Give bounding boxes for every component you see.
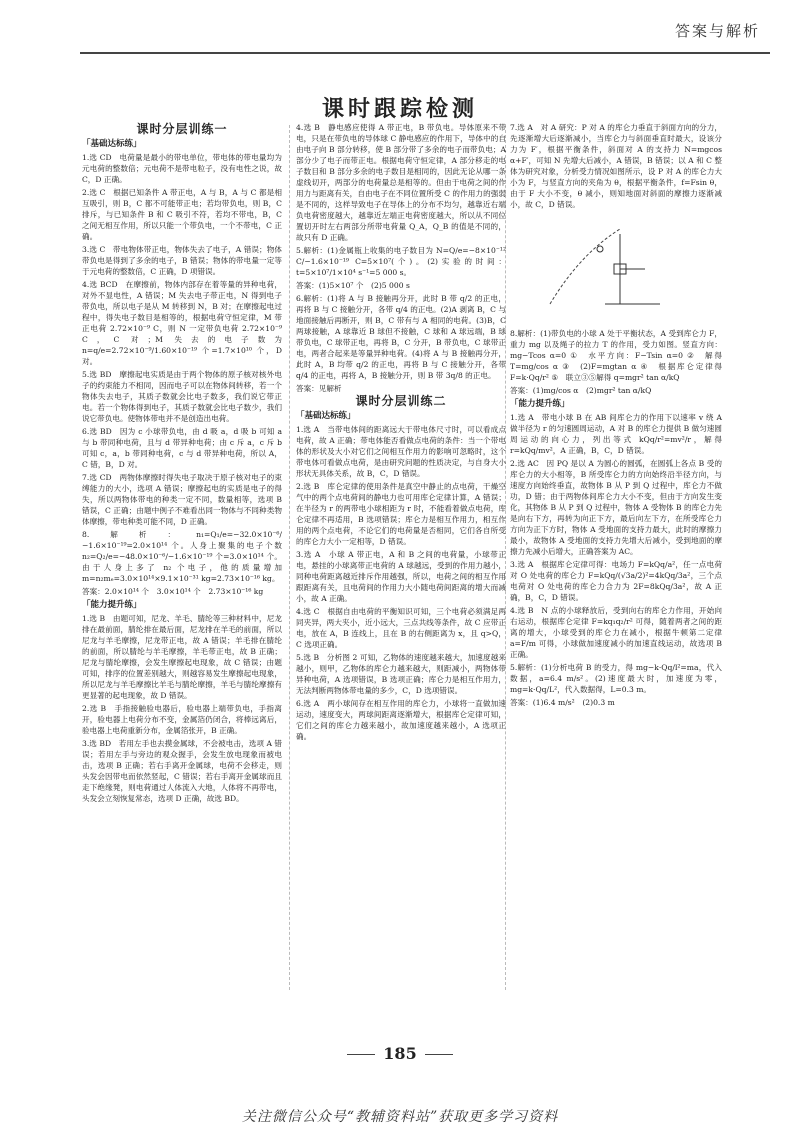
page-number-text: 185 xyxy=(383,1044,417,1063)
answer-item: 1.选 B 由题可知，尼龙、羊毛、腈纶等三种材料中，尼龙排在最前面，腈纶排在最后面，尼龙排在羊毛的前面，所以尼龙与羊毛摩擦，尼龙带正电，故 A 错误；羊毛排在腈纶的前面，所以腈纶与羊毛摩擦，羊毛带正电，故 B 正确；尼龙与腈纶摩擦，会发生摩擦起电现象，故 C 错误；由题可知，排序的位置差别越大，则越容易发生摩擦起电现象，所以尼龙与羊毛摩擦比羊毛与腈纶摩擦，羊毛与腈纶摩擦有更显著的起电现象，故 D 错误。 xyxy=(82,614,282,700)
column-divider-1 xyxy=(289,125,290,990)
answer-item: 8.解析：n₁=Q₁/e=−32.0×10⁻⁶/−1.6×10⁻¹⁹=2.0×10¹⁴ 个。人身上聚集的电子个数 n₂=Q₂/e=−48.0×10⁻⁶/−1.6×10⁻¹⁹ 个=3.0×10¹⁴ 个。由于人身上多了 n₂ 个电子，他的质量增加 m=n₂mₑ=3.0×10¹⁴×9.1×10⁻³¹ kg=2.73×10⁻¹⁶ kg。 xyxy=(82,530,282,583)
answer-item: 1.选 A 带电小球 B 在 AB 间库仑力的作用下以速率 v 绕 A 做半径为 r 的匀速圆周运动，A 对 B 的库仑力提供 B 做匀速圆周运动的向心力，列出等式 kQq/r²=mv²/r，解得 r=kQq/mv²，A 正确，B，C，D 错误。 xyxy=(510,413,722,455)
answer-item: 8.解析：(1)带负电的小球 A 处于平衡状态，A 受到库仑力 F，重力 mg 以及绳子的拉力 T 的作用，受力如图。竖直方向：mg−Tcos α=0 ① 水平方向：F−Tsin α=0 ② 解得 T=mg/cos α ③ (2)F=mgtan α ④ 根据库仑定律得 F=k·Qq/r² ⑤ 联立③⑤解得 q=mgr² tan α/kQ xyxy=(510,329,722,382)
answer-item: 2.选 AC 因 PQ 是以 A 为圆心的圆弧，在圆弧上各点 B 受的库仑力的大小相等，B 所受库仑力的方向始终沿半径方向，与速度方向始终垂直，故物体 B 从 P 到 Q 过程中，库仑力不做功，D 错；由于两物体间库仑力大小不变，但由于方向发生变化，其物体 B 从 P 到 Q 过程中，物体 A 受物体 B 的库仑力先是向右下方，再转为向正下方，最后向左下方，在所受库仑力方向为正下方时，物体 A 受地面的支持力最大，此时的摩擦力最小，故物体 A 受地面的支持力先增大后减小，受到地面的摩擦力先减小后增大，正确答案为 AC。 xyxy=(510,459,722,556)
basic-label: 「基础达标练」 xyxy=(82,139,142,149)
answer-item: 4.选 B N 点的小球释放后，受到向右的库仑力作用，开始向右运动，根据库仑定律 F=kq₁q₂/r² 可得，随着两者之间的距离的增大，小球受到的库仑力在减小，根据牛顿第二定律 a=F/m 可得，小球做加速度减小的加速直线运动，故选项 B 正确。 xyxy=(510,606,722,659)
page-header xyxy=(0,0,800,60)
answer-item: 7.选 A 对 A 研究：P 对 A 的库仑力垂直于斜面方向的分力，先逐渐增大后逐渐减小，当库仑力与斜面垂直时最大，设该分力为 F′，根据平衡条件，斜面对 A 的支持力 N=mgcos α+F′，可知 N 先增大后减小，A 错误，B 错误；以 A 和 C 整体为研究对象，分析受力情况如图所示，设 P 对 A 的库仑力大小为 F，与竖直方向的夹角为 θ，根据平衡条件，f=Fsin θ，由于 F 大小不变，θ 减小，则知地面对斜面的摩擦力逐渐减小，故 C，D 错误。 xyxy=(510,123,722,209)
answer-item: 答案：(1)mg/cos α (2)mgr² tan α/kQ xyxy=(510,386,652,395)
ability-label: 「能力提升练」 xyxy=(510,399,570,409)
answer-item: 5.解析：(1)分析电荷 B 的受力，得 mg−k·Qq/l²=ma，代入数据，a=6.4 m/s²。(2)速度最大时，加速度为零，mg=k·Qq/L²，代入数据得，L=0.3 m。 xyxy=(510,663,722,694)
page-number-dash-left xyxy=(347,1054,375,1055)
header-rule xyxy=(80,52,770,54)
answer-item: 2.选 B 手指接触验电器后，验电器上端带负电，手指离开，验电器上电荷分布不变，金属箔仍闭合，将棒远离后，验电器上电荷重新分布，金属箔张开，B 正确。 xyxy=(82,704,282,735)
answer-item: 答案：2.0×10¹⁴ 个 3.0×10¹⁴ 个 2.73×10⁻¹⁶ kg xyxy=(82,587,264,596)
page-number xyxy=(0,1044,800,1063)
answer-item: 7.选 CD 两物体摩擦时得失电子取决于原子核对电子的束缚能力的大小，选项 A 错误；摩擦起电的实质是电子的得失，所以两物体带电的种类一定不同，数量相等，选项 B 错误，C 正确；由题中例子不难看出同一物体与不同种类物体摩擦，带电种类可能不同，D 正确。 xyxy=(82,473,282,526)
column-2 xyxy=(296,122,506,744)
page-number-dash-right xyxy=(425,1054,453,1055)
footer-note: 关注微信公众号“教辅资料站”获取更多学习资料 xyxy=(241,1109,559,1125)
answer-item: 2.选 C 根据已知条件 A 带正电，A 与 B，A 与 C 都是相互吸引，则 B，C 都不可能带正电；若均带负电，则 B，C 排斥，与已知条件 B 和 C 吸引不符，若均不带电，B，C 之间无相互作用，所以只能一个带负电，一个不带电，C 正确。 xyxy=(82,188,282,241)
column-1 xyxy=(82,122,282,806)
force-diagram-slope xyxy=(510,214,722,324)
answer-item: 2.选 B 库仑定律的使用条件是真空中静止的点电荷，干燥空气中的两个点电荷间的静电力也可用库仑定律计算，A 错误；在半径为 r 的两带电小球相距为 r 时，不能看着做点电荷，库仑定律不再适用，B 选项错误；库仑力是相互作用力，相互作用的两个点电荷，不论它们的电荷量是否相同，它们各自所受的库仑力大小一定相等，D 错误。 xyxy=(296,482,506,546)
answer-item: 4.选 B 静电感应使得 A 带正电，B 带负电。导体原来不带电，只是在带负电的导体球 C 静电感应的作用下，导体中的自由电子向 B 部分转移，使 B 部分带了多余的电子而带负电；A 部分少了电子而带正电。根据电荷守恒定律，A 部分移走的电子数目和 B 部分多余的电子数目是相同的，因此无论从哪一条虚线切开，两部分的电荷量总是相等的。但由于电荷之间的作用力与距离有关，自由电子在不同位置所受 C 的作用力的强弱是不同的，这样导致电子在导体上的分布不均匀，越靠近右端负电荷密度越大，越靠近左端正电荷密度越大，所以从不同位置切开时左右两部分所带电荷量 Q_A，Q_B 的值是不同的，故只有 D 正确。 xyxy=(296,123,506,242)
answer-item: 答案：见解析 xyxy=(296,384,342,393)
ability-label: 「能力提升练」 xyxy=(82,600,142,610)
basic-label: 「基础达标练」 xyxy=(296,411,356,421)
answer-item: 6.选 BD 因为 c 小球带负电，由 d 吸 a，d 吸 b 可知 a 与 b 带同种电荷，且与 d 带异种电荷；由 c 斥 a，c 斥 b 可知 c，a，b 带同种电荷，c 与 d 带异种电荷，所以 A，C 错，B，D 对。 xyxy=(82,427,282,469)
answer-item: 3.选 BD 若用左手也去摸金属球，不会被电击，选项 A 错误；若用左手与旁边的观众握手，会发生放电现象而被电击，选项 B 正确；若右手离开金属球，电荷不会移走，则头发会因带电而依然竖起，C 错误；若右手离开金属球而且走下绝缘凳，则电荷通过人体流入大地，人体将不再带电，头发会立刻恢复常态，选项 D 正确，故选 BD。 xyxy=(82,739,282,803)
answer-item: 答案：(1)5×10⁷ 个 (2)5 000 s xyxy=(296,281,410,290)
answer-item: 1.选 A 当带电体间的距离远大于带电体尺寸时，可以看成点电荷，故 A 正确；带电体能否看做点电荷的条件：当一个带电体的形状及大小对它们之间相互作用力的影响可忽略时，这个带电体可看做点电荷，是由研究问题的性质决定，与自身大小形状无具体关系，故 B，C，D 错误。 xyxy=(296,425,506,478)
answer-item: 5.选 BD 摩擦起电实质是由于两个物体的原子核对核外电子的约束能力不相同，因而电子可以在物体间转移，若一个物体失去电子，其质子数就会比电子数多，我们说它带正电。若一个物体得到电子，其质子数就会比电子数少，我们说它带负电。使物体带电并不是创造出电荷。 xyxy=(82,370,282,423)
section-title-1: 课时分层训练一 xyxy=(136,122,228,136)
answer-item: 6.解析：(1)将 A 与 B 接触再分开，此时 B 带 q/2 的正电，再将 B 与 C 接触分开，各带 q/4 的正电。(2)A 剥离 B，C 与地面接触后再断开，则 B，C 带有与 A 相同的电荷。(3)B，C 两球接触，A 球靠近 B 球但不接触，C 球和 A 球远端，B 球带负电，C 球带正电，再将 B，C 分开，B 带负电，C 球带正电，两者合起来是等量异种电荷。(4)将 A 与 B 接触再分开，此时 A，B 均带 q/2 的正电，再将 B 与 C 接触分开，各带 q/4 的正电，再将 A，B 接触分开，则 B 带 3q/8 的正电。 xyxy=(296,294,506,380)
answer-item: 4.选 BCD 在摩擦前，物体内部存在着等量的异种电荷，对外不显电性，A 错误；M 失去电子带正电，N 得到电子带负电，所以电子是从 M 转移到 N，B 对；在摩擦起电过程中，得失电子数目是相等的，根据电荷守恒定律，M 带正电荷 2.72×10⁻⁹ C，则 N 一定带负电荷 2.72×10⁻⁹ C，C 对；M 失去的电子数为 n=q/e=2.72×10⁻⁹/1.60×10⁻¹⁹ 个=1.7×10¹⁰ 个，D 对。 xyxy=(82,280,282,366)
answer-item: 3.选 C 带电物体带正电，物体失去了电子，A 错误；物体带负电是得到了多余的电子，B 错误；物体的带电量一定等于元电荷的整数倍，C 正确，D 项错误。 xyxy=(82,245,282,276)
answer-item: 答案：(1)6.4 m/s² (2)0.3 m xyxy=(510,698,615,707)
answer-item: 6.选 A 两小球间存在相互作用的库仑力，小球将一直做加速运动，速度变大，两球间距离逐渐增大，根据库仑定律可知，它们之间的库仑力越来越小，故加速度越来越小，A 选项正确。 xyxy=(296,699,506,741)
header-tag: 答案与解析 xyxy=(674,22,760,40)
slope-diagram-icon xyxy=(510,214,722,314)
answer-item: 3.选 A 根据库仑定律可得：电场力 F=kQq/a²，任一点电荷对 O 处电荷的库仑力 F=kQq/(√3a/2)²=4kQq/3a²，三个点电荷对 O 处电荷的库仑力合力为 2F=8kQq/3a²，故 A 正确，B，C，D 错误。 xyxy=(510,560,722,602)
page-title: 课时跟踪检测 xyxy=(321,97,478,122)
section-title-2: 课时分层训练二 xyxy=(355,394,447,408)
column-3 xyxy=(510,122,722,710)
answer-item: 5.选 B 分析图 2 可知，乙物体的速度越来越大，加速度越来越小，则甲，乙物体的库仑力越来越大，则距减小，两物体带异种电荷，A 选项错误，B 选项正确；库仑力是相互作用力，无法判断两物体带电量的多少，C，D 选项错误。 xyxy=(296,653,506,695)
answer-item: 5.解析：(1)金属瓶上收集的电子数目为 N=Q/e=−8×10⁻¹² C/−1.6×10⁻¹⁹ C=5×10⁷(个)。(2)实验的时间：t=5×10⁷/1×10⁴ s⁻¹=5 000 s。 xyxy=(296,246,506,277)
answer-item: 1.选 CD 电荷量是最小的带电单位，带电体的带电量均为元电荷的整数倍；元电荷不是带电粒子，没有电性之说，故 C，D 正确。 xyxy=(82,153,282,184)
answer-item: 4.选 C 根据自由电荷的平衡知识可知，三个电荷必须满足两同夹异，两大夹小，近小远大，三点共线等条件，故 C 应带正电，放在 A，B 连线上，且在 B 的右侧距离为 x，且 q>Q，C 选项正确。 xyxy=(296,607,506,649)
answer-item: 3.选 A 小球 A 带正电，A 和 B 之间的电荷量，小球带正电，悬挂的小球离带正电荷的 A 球越远，受到的作用力越小，同种电荷距离越近排斥作用越强，所以，电荷之间的相互作用跟距离有关，且电荷间的作用力大小随电荷间距离的增大而减小，故 A 正确。 xyxy=(296,550,506,603)
